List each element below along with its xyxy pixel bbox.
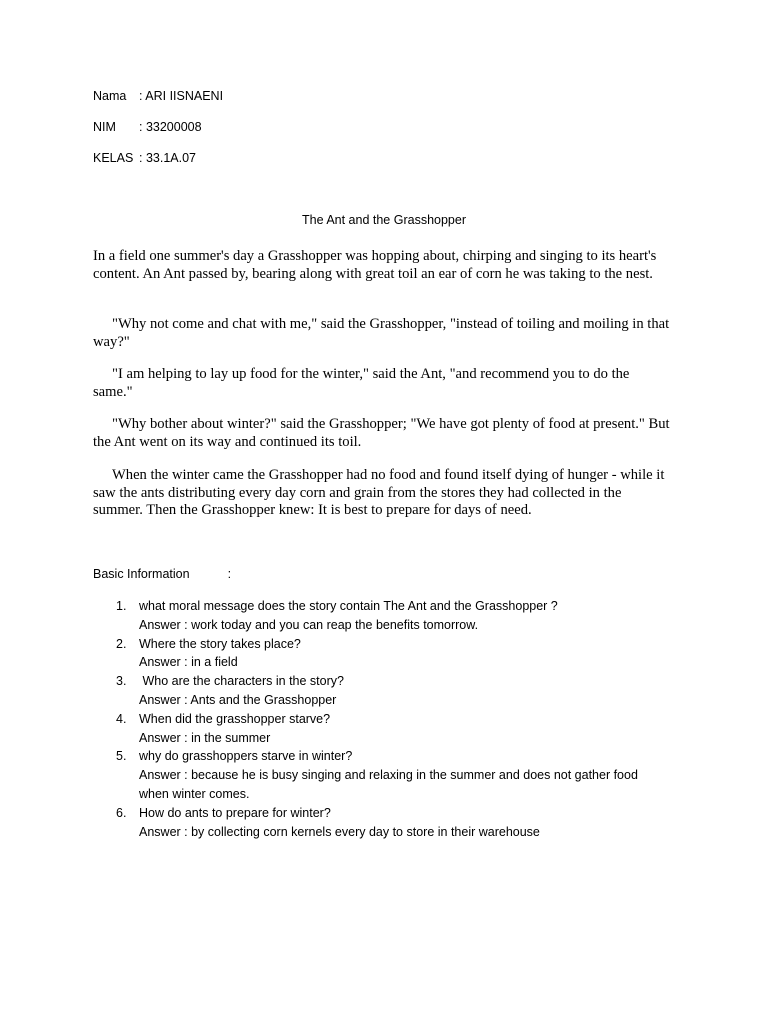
answer-text: Answer : because he is busy singing and relaxing in the summer and does not gather food when winter comes.: [139, 768, 638, 801]
answer-text: Answer : in the summer: [139, 730, 271, 745]
story-paragraph-3: "I am helping to lay up food for the winter," said the Ant, "and recommend you to do the same.": [93, 366, 630, 400]
answer-text: Answer : in a field: [139, 655, 238, 670]
question-list: [0, 597, 768, 841]
list-item: [0, 672, 659, 710]
question-text: Who are the characters in the story?: [139, 674, 344, 689]
story-paragraph-2: "Why not come and chat with me," said the Grasshopper, "instead of toiling and moiling in that way?": [93, 316, 670, 350]
basic-information-heading: [93, 566, 231, 582]
list-item: [0, 804, 659, 842]
question-text: How do ants to prepare for winter?: [139, 805, 331, 820]
story-paragraph-5: When the winter came the Grasshopper had no food and found itself dying of hunger - while it saw the ants distributing every day corn and grain from the stores they had collected in the summer. Then the Grasshopper knew: It is best to prepare for days of need.: [93, 467, 665, 518]
story-paragraph-4: "Why bother about winter?" said the Grasshopper; "We have got plenty of food at present." But the Ant went on its way and continued its toil.: [93, 416, 670, 450]
nim-row: [93, 119, 202, 135]
name-label: Nama: [93, 89, 127, 103]
question-number: 4.: [116, 711, 127, 726]
story-paragraph-1: In a field one summer's day a Grasshopper was hopping about, chirping and singing to its heart's content. An Ant passed by, bearing along with great toil an ear of corn he was taking to the nest.: [93, 248, 657, 282]
question-text: Where the story takes place?: [139, 636, 301, 651]
list-item: [0, 747, 659, 803]
question-number: 2.: [116, 636, 127, 651]
nim-value: : 33200008: [139, 120, 202, 134]
list-item: [0, 710, 659, 748]
question-number: 3.: [116, 674, 127, 689]
list-item: [0, 597, 659, 635]
answer-text: Answer : work today and you can reap the benefits tomorrow.: [139, 617, 479, 632]
question-text: why do grasshoppers starve in winter?: [139, 749, 353, 764]
class-label: KELAS: [93, 151, 134, 165]
answer-text: Answer : by collecting corn kernels every day to store in their warehouse: [139, 824, 540, 839]
basic-information-label: Basic Information: [93, 567, 190, 581]
answer-text: Answer : Ants and the Grasshopper: [139, 692, 337, 707]
question-number: 6.: [116, 805, 127, 820]
question-number: 5.: [116, 749, 127, 764]
class-row: [93, 150, 196, 166]
name-row: [93, 88, 223, 104]
nim-label: NIM: [93, 120, 116, 134]
basic-information-colon: :: [227, 567, 232, 581]
question-text: what moral message does the story contain The Ant and the Grasshopper ?: [139, 599, 558, 613]
list-item: [0, 635, 659, 673]
question-number: 1.: [116, 599, 127, 613]
name-value: : ARI IISNAENI: [139, 89, 224, 103]
story-title: The Ant and the Grasshopper: [302, 213, 466, 227]
question-text: When did the grasshopper starve?: [139, 711, 331, 726]
class-value: : 33.1A.07: [139, 151, 196, 165]
